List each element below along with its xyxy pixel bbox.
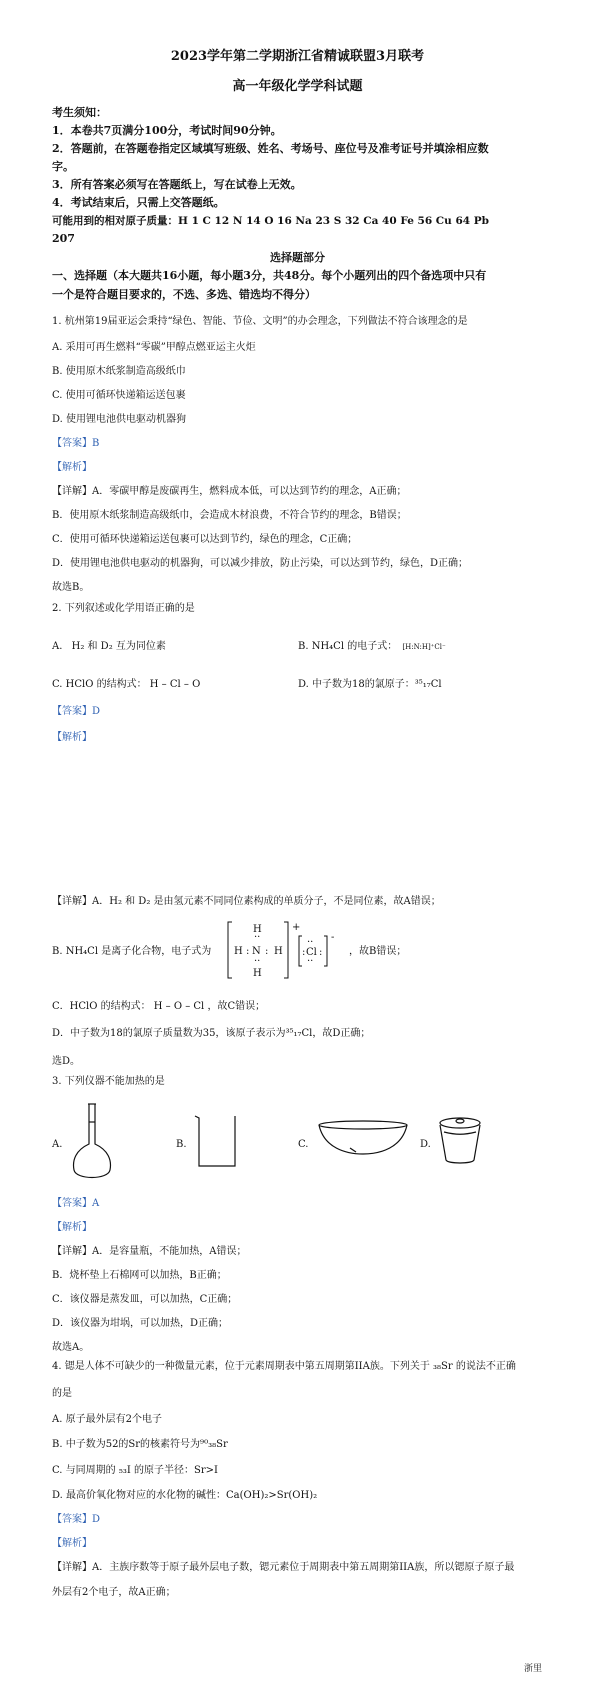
section-intro-cont: 一个是符合题目要求的，不选、多选、错选均不得分） bbox=[52, 288, 316, 301]
notice-item-4: 4．考试结束后，只需上交答题纸。 bbox=[52, 196, 225, 209]
q2-option-a bbox=[52, 640, 166, 654]
q2-option-c: C. HClO 的结构式： H – Cl – O bbox=[52, 679, 201, 690]
section-intro: 一、选择题（本大题共16小题，每小题3分，共48分。每个小题列出的四个备选项中只有 bbox=[52, 269, 487, 282]
atomic-masses-cont: 207 bbox=[52, 232, 75, 245]
svg-text:H: H bbox=[253, 968, 262, 979]
q4-analysis-label: 【解析】 bbox=[52, 1538, 92, 1549]
svg-text:Cl: Cl bbox=[306, 947, 317, 958]
q3-option-d: D. bbox=[420, 1139, 431, 1150]
q2-answer: 【答案】D bbox=[52, 706, 101, 717]
svg-text:+: + bbox=[292, 922, 301, 933]
q1-detail-4: D．使用锂电池供电驱动的机器狗，可以减少排放，防止污染，可以达到节约，绿色，D正确； bbox=[52, 558, 469, 569]
q4-detail-1: 【详解】A．主族序数等于原子最外层电子数，锶元素位于周期表中第五周期第IIA族，所以锶原子原子最 bbox=[52, 1562, 515, 1573]
q1-detail-3: C．使用可循环快递箱运送包裹可以达到节约，绿色的理念，C正确； bbox=[52, 534, 358, 545]
evaporating-dish-image bbox=[316, 1118, 410, 1158]
section-title: 选择题部分 bbox=[270, 251, 325, 264]
q1-option-c: C. 使用可循环快递箱运送包裹 bbox=[52, 390, 186, 401]
q4-stem-cont: 的是 bbox=[52, 1388, 72, 1399]
svg-text:··: ·· bbox=[307, 956, 314, 967]
svg-text:··: ·· bbox=[254, 932, 261, 943]
q2-option-b bbox=[298, 640, 446, 654]
footer-mark: 浙里 bbox=[524, 1664, 543, 1674]
crucible-image bbox=[436, 1114, 484, 1166]
q2-analysis-label: 【解析】 bbox=[52, 732, 92, 743]
q2-detail-2: B. NH₄Cl 是离子化合物，电子式为 bbox=[52, 946, 212, 957]
notice-item-1: 1．本卷共7页满分100分，考试时间90分钟。 bbox=[52, 124, 282, 137]
q1-stem: 1. 杭州第19届亚运会秉持“绿色、智能、节俭、文明”的办会理念，下列做法不符合该理念的是 bbox=[52, 316, 468, 327]
q2-detail-3: C．HClO 的结构式： H – O – Cl ，故C错误； bbox=[52, 1001, 266, 1012]
atomic-masses: 可能用到的相对原子质量：H 1 C 12 N 14 O 16 Na 23 S 32 Ca 40 Fe 56 Cu 64 Pb bbox=[52, 215, 489, 227]
exam-subtitle: 高一年级化学学科试题 bbox=[232, 79, 363, 94]
svg-text:-: - bbox=[331, 932, 335, 943]
q4-option-a: A. 原子最外层有2个电子 bbox=[52, 1414, 162, 1425]
notice-item-2: 2．答题前，在答题卷指定区域填写班级、姓名、考场号、座位号及准考证号并填涂相应数 bbox=[52, 142, 489, 155]
q2-detail-2-end: ，故B错误； bbox=[349, 946, 407, 957]
notice-item-2-cont: 字。 bbox=[52, 160, 74, 173]
q1-analysis-label: 【解析】 bbox=[52, 462, 92, 473]
q2-option-b-text: B. NH₄Cl 的电子式： bbox=[298, 641, 398, 652]
nh4cl-electron-formula-figure bbox=[226, 918, 346, 982]
q4-option-b: B. 中子数为52的Sr的核素符号为⁹⁰₃₈Sr bbox=[52, 1439, 228, 1450]
q2-option-b-formula: [H:N:H]⁺Cl⁻ bbox=[402, 643, 446, 651]
svg-text:··: ·· bbox=[307, 937, 314, 948]
q4-detail-2: 外层有2个电子，故A正确； bbox=[52, 1587, 176, 1598]
q3-analysis-label: 【解析】 bbox=[52, 1222, 92, 1233]
q2-detail-4: D．中子数为18的氯原子质量数为35，该原子表示为³⁵₁₇Cl，故D正确； bbox=[52, 1028, 371, 1039]
beaker-image bbox=[193, 1112, 241, 1170]
notice-item-3: 3．所有答案必须写在答题纸上，写在试卷上无效。 bbox=[52, 178, 302, 191]
q4-option-c: C. 与同周期的 ₅₃I 的原子半径：Sr>I bbox=[52, 1465, 218, 1476]
q3-detail-2: B．烧杯垫上石棉网可以加热，B正确； bbox=[52, 1270, 227, 1281]
q3-detail-4: D．该仪器为坩埚，可以加热，D正确； bbox=[52, 1318, 229, 1329]
svg-text:··: ·· bbox=[254, 956, 261, 967]
q3-answer: 【答案】A bbox=[52, 1198, 100, 1209]
q3-detail-1: 【详解】A．是容量瓶，不能加热，A错误； bbox=[52, 1246, 247, 1257]
q1-option-a: A. 采用可再生燃料“零碳”甲醇点燃亚运主火炬 bbox=[52, 342, 256, 353]
q2-option-d: D. 中子数为18的氯原子：³⁵₁₇Cl bbox=[298, 679, 442, 690]
q3-stem: 3. 下列仪器不能加热的是 bbox=[52, 1076, 165, 1087]
q3-detail-3: C．该仪器是蒸发皿，可以加热，C正确； bbox=[52, 1294, 238, 1305]
q1-answer: 【答案】B bbox=[52, 438, 100, 449]
q4-option-d: D. 最高价氧化物对应的水化物的碱性：Ca(OH)₂>Sr(OH)₂ bbox=[52, 1490, 318, 1501]
svg-text::: : bbox=[246, 946, 250, 957]
svg-text:H: H bbox=[253, 924, 262, 935]
svg-text:N: N bbox=[252, 946, 261, 957]
q1-detail-2: B．使用原木纸浆制造高级纸巾，会造成木材浪费，不符合节约的理念，B错误； bbox=[52, 510, 407, 521]
q2-option-a-letter: A. bbox=[52, 641, 63, 652]
q3-option-b: B. bbox=[176, 1139, 187, 1150]
q2-detail-5: 选D。 bbox=[52, 1056, 81, 1067]
exam-title: 2023学年第二学期浙江省精诚联盟3月联考 bbox=[170, 49, 425, 64]
q1-option-b: B. 使用原木纸浆制造高级纸巾 bbox=[52, 366, 186, 377]
q1-detail-5: 故选B。 bbox=[52, 582, 90, 593]
q2-stem: 2. 下列叙述或化学用语正确的是 bbox=[52, 603, 195, 614]
q4-stem: 4. 锶是人体不可缺少的一种微量元素，位于元素周期表中第五周期第IIA族。下列关于 ₃₈Sr 的说法不正确 bbox=[52, 1361, 516, 1372]
svg-text::: : bbox=[265, 946, 269, 957]
q1-detail-1: 【详解】A．零碳甲醇是废碳再生，燃料成本低，可以达到节约的理念，A正确； bbox=[52, 486, 407, 497]
q3-detail-5: 故选A。 bbox=[52, 1342, 90, 1353]
volumetric-flask-image bbox=[68, 1100, 116, 1184]
q2-detail-1: 【详解】A．H₂ 和 D₂ 是由氢元素不同同位素构成的单质分子，不是同位素，故A错误； bbox=[52, 896, 441, 907]
svg-text:H: H bbox=[234, 946, 243, 957]
svg-text::: : bbox=[319, 947, 323, 958]
q2-option-a-text: H₂ 和 D₂ 互为同位素 bbox=[71, 641, 166, 652]
q3-option-a: A. bbox=[52, 1139, 63, 1150]
q1-option-d: D. 使用锂电池供电驱动机器狗 bbox=[52, 414, 187, 425]
notice-heading: 考生须知： bbox=[52, 106, 107, 119]
svg-text:H: H bbox=[274, 946, 283, 957]
q4-answer: 【答案】D bbox=[52, 1514, 101, 1525]
svg-text::: : bbox=[302, 947, 306, 958]
q3-option-c: C. bbox=[298, 1139, 309, 1150]
